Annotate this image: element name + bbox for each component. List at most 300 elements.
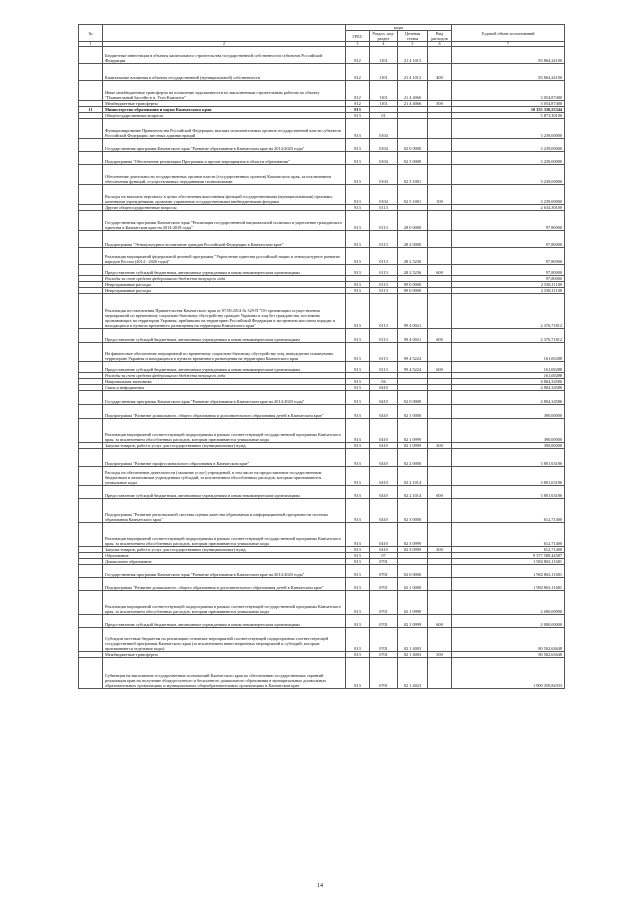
- row-number: [79, 81, 103, 101]
- row-grbs: 813: [346, 165, 370, 185]
- row-sum: 3 239,00000: [452, 139, 565, 152]
- row-vid: 100: [428, 185, 452, 205]
- col-vid-header: Вид расходов: [428, 31, 452, 42]
- row-sum: 1 982 863,11681: [452, 578, 565, 591]
- row-razdel: 07: [370, 553, 398, 559]
- table-row: [79, 591, 565, 615]
- row-name: Подпрограмма "Развитие региональной системы оценки качества образования и информационной прозрачности системы образования Камчатского края": [103, 499, 346, 523]
- row-grbs: 813: [346, 139, 370, 152]
- row-sum: 10 355 330,55344: [452, 107, 565, 113]
- row-razdel: 0113: [370, 211, 398, 231]
- row-name: Расходы на обеспечение деятельности (оказание услуг) учреждений, в том числе на предоставление государственным бюджетным и автономным учреждениям субсидий, за исключением обособленных расходов, которым присваиваются уникальные коды: [103, 467, 346, 486]
- row-sum: 3 239,00000: [452, 119, 565, 139]
- row-sum: 83 864,24100: [452, 47, 565, 64]
- row-name: Национальная экономика: [103, 379, 346, 385]
- row-vid: 500: [428, 652, 452, 658]
- row-celevaya: 99 4 0021: [398, 294, 428, 329]
- row-vid: [428, 119, 452, 139]
- table-row: [79, 139, 565, 152]
- table-row: [79, 265, 565, 276]
- table-row: [79, 64, 565, 81]
- row-number: [79, 139, 103, 152]
- row-razdel: 0701: [370, 591, 398, 615]
- row-razdel: 0113: [370, 329, 398, 343]
- row-number: 11: [79, 107, 103, 113]
- table-row: [79, 329, 565, 343]
- row-number: [79, 165, 103, 185]
- table-row: [79, 211, 565, 231]
- row-sum: 97,80000: [452, 265, 565, 276]
- row-grbs: 813: [346, 486, 370, 499]
- row-vid: [428, 523, 452, 547]
- row-grbs: 813: [346, 405, 370, 419]
- row-vid: [428, 248, 452, 265]
- col-sum-header: Годовой объем ассигнований: [452, 25, 565, 42]
- table-row: [79, 523, 565, 547]
- col-number: 1: [79, 42, 103, 47]
- row-grbs: 813: [346, 385, 370, 391]
- row-name: На финансовое обеспечение мероприятий по временному социально-бытовому обустройству лиц, вынужденно покинувших территорию Украины и находящихся в пунктах временного размещения на территории Камчатского края: [103, 343, 346, 362]
- row-vid: [428, 405, 452, 419]
- row-grbs: 813: [346, 523, 370, 547]
- row-celevaya: 02 1 0999: [398, 615, 428, 628]
- page-number: 14: [317, 883, 323, 889]
- row-razdel: 0113: [370, 294, 398, 329]
- table-row: [79, 362, 565, 373]
- row-grbs: 813: [346, 294, 370, 329]
- row-celevaya: 28 0 0000: [398, 211, 428, 231]
- row-grbs: 813: [346, 205, 370, 211]
- row-grbs: 813: [346, 419, 370, 443]
- col-number: 6: [428, 42, 452, 47]
- row-name: Государственная программа Камчатского края "Развитие образования в Камчатском крае на 2014-2020 годы": [103, 139, 346, 152]
- col-celevaya-header: Целевая статья: [398, 31, 428, 42]
- row-razdel: 0104: [370, 119, 398, 139]
- row-grbs: 813: [346, 443, 370, 449]
- col-number: 5: [398, 42, 428, 47]
- col-name-header: [103, 25, 346, 42]
- row-vid: 600: [428, 362, 452, 373]
- row-razdel: 0701: [370, 652, 398, 658]
- row-grbs: 812: [346, 81, 370, 101]
- row-celevaya: 28 2 5236: [398, 265, 428, 276]
- row-grbs: 813: [346, 107, 370, 113]
- row-sum: 161,69288: [452, 362, 565, 373]
- row-vid: 200: [428, 547, 452, 553]
- row-vid: [428, 628, 452, 652]
- row-sum: 97,80000: [452, 211, 565, 231]
- row-celevaya: 02 3 0999: [398, 547, 428, 553]
- row-sum: 161,69288: [452, 373, 565, 379]
- row-celevaya: 21 4 4066: [398, 101, 428, 107]
- row-number: [79, 64, 103, 81]
- row-grbs: 813: [346, 578, 370, 591]
- row-sum: 612,71400: [452, 523, 565, 547]
- row-sum: 3 239,00000: [452, 152, 565, 165]
- row-sum: 97,80000: [452, 248, 565, 265]
- row-celevaya: 99 4 5224: [398, 343, 428, 362]
- row-name: Субвенции на выполнение государственных полномочий Камчатского края по обеспечению государственных гарантий реализации прав на получение общедоступного и бесплатного дошкольного образования в муниципальных дошкольных образовательных организациях и муниципальных общеобразовательных организациях в Камчатском крае: [103, 658, 346, 689]
- row-razdel: 0410: [370, 405, 398, 419]
- table-row: [79, 47, 565, 64]
- row-name: Подпрограмма "Развитие профессионального образования в Камчатском крае": [103, 449, 346, 467]
- row-celevaya: 02 1 4003: [398, 652, 428, 658]
- row-sum: 2 000,00000: [452, 615, 565, 628]
- row-celevaya: 21 4 4066: [398, 81, 428, 101]
- row-razdel: 0410: [370, 499, 398, 523]
- row-vid: 600: [428, 329, 452, 343]
- row-name: Государственная программа Камчатского края "Развитие образования в Камчатском крае на 2014-2020 годы": [103, 565, 346, 578]
- row-grbs: 813: [346, 362, 370, 373]
- row-razdel: 0104: [370, 139, 398, 152]
- col-number: 7: [452, 42, 565, 47]
- row-grbs: 813: [346, 248, 370, 265]
- row-number: [79, 578, 103, 591]
- codes-group-header: коды: [346, 25, 452, 31]
- row-sum: 2 376,71812: [452, 294, 565, 329]
- row-number: [79, 362, 103, 373]
- row-vid: [428, 391, 452, 405]
- row-name: Предоставление субсидий бюджетным, автономным учреждениям и иным некоммерческим организациям: [103, 329, 346, 343]
- row-name: Предоставление субсидий бюджетным, автономным учреждениям и иным некоммерческим организациям: [103, 362, 346, 373]
- row-vid: 600: [428, 615, 452, 628]
- row-name: Подпрограмма "Этнокультурное воспитание граждан Российской Федерации в Камчатском крае": [103, 231, 346, 248]
- row-vid: [428, 294, 452, 329]
- row-name: Непрограммные расходы: [103, 288, 346, 294]
- row-number: [79, 231, 103, 248]
- row-celevaya: 02 1 4023: [398, 658, 428, 689]
- row-razdel: 0113: [370, 343, 398, 362]
- row-razdel: 0113: [370, 205, 398, 211]
- row-celevaya: 28 2 5236: [398, 248, 428, 265]
- table-row: [79, 165, 565, 185]
- row-name: Межбюджетные трансферты: [103, 101, 346, 107]
- row-grbs: 813: [346, 559, 370, 565]
- row-sum: 161,69288: [452, 343, 565, 362]
- row-name: Предоставление субсидий бюджетным, автономным учреждениям и иным некоммерческим организациям: [103, 486, 346, 499]
- row-number: [79, 47, 103, 64]
- row-grbs: 813: [346, 565, 370, 578]
- table-row: [79, 499, 565, 523]
- row-number: [79, 467, 103, 486]
- table-row: [79, 81, 565, 101]
- table-row: [79, 486, 565, 499]
- row-vid: 200: [428, 443, 452, 449]
- row-vid: [428, 231, 452, 248]
- row-celevaya: 02 1 0999: [398, 419, 428, 443]
- row-name: Иные межбюджетные трансферты на погашение задолженности по выполненным строительным работам по объекту "Плавательный бассейн в п. Усть-Камчатск": [103, 81, 346, 101]
- row-name: Дошкольное образование: [103, 559, 346, 565]
- row-name: Расходы за счет средств федерального бюджета текущего года: [103, 276, 346, 282]
- row-sum: 390,00000: [452, 405, 565, 419]
- row-grbs: 813: [346, 119, 370, 139]
- row-sum: 97,80000: [452, 276, 565, 282]
- row-razdel: 0113: [370, 282, 398, 288]
- row-name: Бюджетные инвестиции в объекты капитального строительства государственной собственности субъектов Российской Федерации: [103, 47, 346, 64]
- row-number: [79, 119, 103, 139]
- row-grbs: 813: [346, 449, 370, 467]
- row-vid: [428, 449, 452, 467]
- row-razdel: 0410: [370, 486, 398, 499]
- col-number: 3: [346, 42, 370, 47]
- row-name: Реализация мероприятий соответствующей подпрограммы в рамках соответствующей государственной программы Камчатского края, за исключением обособленных расходов, которым присваиваются уникальные коды: [103, 523, 346, 547]
- row-name: Закупка товаров, работ и услуг для государственных (муниципальных) нужд: [103, 547, 346, 553]
- col-razdel-header: Раздел, под-раздел: [370, 31, 398, 42]
- row-number: [79, 565, 103, 578]
- row-grbs: 812: [346, 47, 370, 64]
- row-sum: 3 801,63186: [452, 467, 565, 486]
- row-sum: 80 502,63648: [452, 652, 565, 658]
- row-vid: [428, 467, 452, 486]
- row-razdel: 0701: [370, 565, 398, 578]
- row-celevaya: 02 3 0999: [398, 523, 428, 547]
- row-vid: 600: [428, 486, 452, 499]
- row-celevaya: 02 3 0000: [398, 499, 428, 523]
- row-grbs: 813: [346, 152, 370, 165]
- row-name: Общегосударственные вопросы: [103, 113, 346, 119]
- row-grbs: 813: [346, 547, 370, 553]
- row-grbs: 813: [346, 553, 370, 559]
- row-sum: 4 804,34586: [452, 391, 565, 405]
- row-name: Предоставление субсидий бюджетным, автономным учреждениям и иным некоммерческим организациям: [103, 615, 346, 628]
- table-row: [79, 185, 565, 205]
- row-name: Подпрограмма "Развитие дошкольного, общего образования и дополнительного образования детей в Камчатском крае": [103, 578, 346, 591]
- row-name: Реализация мероприятий соответствующей подпрограммы в рамках соответствующей государственной программы Камчатского края, за исключением обособленных расходов, которым присваиваются уникальные коды: [103, 591, 346, 615]
- col-grbs-header: ГРБС: [346, 31, 370, 42]
- row-grbs: 813: [346, 231, 370, 248]
- row-sum: 1 900 359,82033: [452, 658, 565, 689]
- row-razdel: 0113: [370, 362, 398, 373]
- row-razdel: 0410: [370, 547, 398, 553]
- row-razdel: 0113: [370, 265, 398, 276]
- row-name: Закупка товаров, работ и услуг для государственных (муниципальных) нужд: [103, 443, 346, 449]
- row-grbs: 813: [346, 391, 370, 405]
- row-grbs: 813: [346, 282, 370, 288]
- row-sum: 3 054,87400: [452, 101, 565, 107]
- row-sum: 3 801,63186: [452, 449, 565, 467]
- row-grbs: 813: [346, 265, 370, 276]
- row-razdel: 0113: [370, 288, 398, 294]
- row-name: Предоставление субсидий бюджетным, автономным учреждениям и иным некоммерческим организациям: [103, 265, 346, 276]
- row-name: Капитальные вложения в объекты государственной (муниципальной) собственности: [103, 64, 346, 81]
- row-celevaya: 02 1 0999: [398, 443, 428, 449]
- row-sum: 97,80000: [452, 231, 565, 248]
- row-razdel: 01: [370, 113, 398, 119]
- row-celevaya: 99 0 0000: [398, 282, 428, 288]
- row-vid: 600: [428, 265, 452, 276]
- row-razdel: 0701: [370, 615, 398, 628]
- row-celevaya: 02 2 1014: [398, 486, 428, 499]
- row-number: [79, 486, 103, 499]
- row-name: Образование: [103, 553, 346, 559]
- row-name: Связь и информатика: [103, 385, 346, 391]
- row-sum: 390,00000: [452, 443, 565, 449]
- row-vid: [428, 81, 452, 101]
- row-grbs: 813: [346, 591, 370, 615]
- row-razdel: 0113: [370, 248, 398, 265]
- table-row: [79, 565, 565, 578]
- row-vid: [428, 419, 452, 443]
- row-razdel: 0104: [370, 152, 398, 165]
- row-vid: 500: [428, 101, 452, 107]
- row-razdel: 0104: [370, 165, 398, 185]
- row-name: Реализация мероприятий федеральной целевой программы "Укрепление единства российской нации и этнокультурное развитие народов России (2014 - 2020 годы)": [103, 248, 346, 265]
- row-celevaya: 99 4 0021: [398, 329, 428, 343]
- row-celevaya: 99 0 0000: [398, 288, 428, 294]
- row-razdel: 0701: [370, 658, 398, 689]
- row-name: Расходы на выплаты персоналу в целях обеспечения выполнения функций государственными (муниципальными) органами, казенными учреждениями, органами управления государственными внебюджетными фондами: [103, 185, 346, 205]
- row-vid: [428, 578, 452, 591]
- row-name: Другие общегосударственные вопросы: [103, 205, 346, 211]
- row-grbs: 813: [346, 185, 370, 205]
- row-razdel: 0104: [370, 185, 398, 205]
- row-number: [79, 329, 103, 343]
- row-number: [79, 185, 103, 205]
- row-number: [79, 615, 103, 628]
- row-number: [79, 499, 103, 523]
- col-no-header: №: [79, 25, 103, 42]
- row-sum: 80 502,63648: [452, 628, 565, 652]
- row-number: [79, 405, 103, 419]
- table-row: [79, 343, 565, 362]
- row-grbs: 813: [346, 628, 370, 652]
- budget-table: [78, 24, 565, 689]
- row-razdel: 1101: [370, 81, 398, 101]
- row-name: Обеспечение деятельности государственных органов власти (государственных органов) Камчатского края, за исключением обеспечения функций, осуществляемых переданными полномочиями: [103, 165, 346, 185]
- row-vid: [428, 343, 452, 362]
- row-razdel: 04: [370, 379, 398, 385]
- row-celevaya: 21 4 1013: [398, 47, 428, 64]
- row-vid: [428, 658, 452, 689]
- table-row: [79, 294, 565, 329]
- row-name: Расходы за счет средств федерального бюджета текущего года: [103, 373, 346, 379]
- row-celevaya: 02 0 0000: [398, 565, 428, 578]
- row-razdel: 0701: [370, 578, 398, 591]
- row-grbs: 813: [346, 211, 370, 231]
- row-grbs: 813: [346, 329, 370, 343]
- table-body: [79, 47, 565, 689]
- row-grbs: 812: [346, 64, 370, 81]
- row-sum: 3 801,63186: [452, 486, 565, 499]
- row-celevaya: 99 4 5224: [398, 362, 428, 373]
- row-celevaya: 02 1 0000: [398, 578, 428, 591]
- row-razdel: 0410: [370, 419, 398, 443]
- row-razdel: 0410: [370, 385, 398, 391]
- row-number: [79, 419, 103, 443]
- row-sum: 2 538,11100: [452, 282, 565, 288]
- row-celevaya: 02 0 0000: [398, 391, 428, 405]
- row-celevaya: 28 2 0000: [398, 231, 428, 248]
- col-number: 2: [103, 42, 346, 47]
- table-row: [79, 152, 565, 165]
- row-name: Функционирование Правительства Российской Федерации, высших исполнительных органов государственной власти субъектов Российской Федерации, местных администраций: [103, 119, 346, 139]
- row-number: [79, 152, 103, 165]
- row-celevaya: 02 5 1001: [398, 165, 428, 185]
- row-razdel: 0701: [370, 628, 398, 652]
- row-celevaya: [398, 119, 428, 139]
- row-vid: [428, 499, 452, 523]
- table-row: [79, 419, 565, 443]
- row-name: Реализация постановления Правительства Камчатского края от 07.08.2014 № 329-П "Об организации осуществления мероприятий по временному социально-бытовому обустройству граждан Украины и лиц без гражданства, постоянно проживающих на территории Украины, прибывших на территорию Российской Федерации в экстренном массовом порядке и находящихся в пунктах временного размещения на территории Камчатского края": [103, 294, 346, 329]
- table-row: [79, 231, 565, 248]
- row-razdel: 0410: [370, 523, 398, 547]
- row-razdel: 0410: [370, 449, 398, 467]
- row-grbs: 813: [346, 615, 370, 628]
- row-sum: 612,71400: [452, 499, 565, 523]
- table-row: [79, 391, 565, 405]
- row-razdel: 1101: [370, 101, 398, 107]
- row-name: Министерство образования и науки Камчатского края: [103, 107, 346, 113]
- row-sum: 612,71400: [452, 547, 565, 553]
- row-sum: 2 538,11100: [452, 288, 565, 294]
- row-grbs: 813: [346, 379, 370, 385]
- row-sum: 4 804,34586: [452, 385, 565, 391]
- row-vid: [428, 165, 452, 185]
- row-celevaya: 02 1 4003: [398, 628, 428, 652]
- row-sum: 1 982 863,11681: [452, 565, 565, 578]
- table-row: [79, 658, 565, 689]
- row-celevaya: 02 5 0000: [398, 152, 428, 165]
- row-number: [79, 523, 103, 547]
- row-sum: 9 377 588,44587: [452, 553, 565, 559]
- row-grbs: 813: [346, 113, 370, 119]
- row-sum: 4 804,34586: [452, 379, 565, 385]
- row-grbs: 813: [346, 652, 370, 658]
- row-celevaya: 02 5 1001: [398, 185, 428, 205]
- row-grbs: 813: [346, 499, 370, 523]
- row-vid: [428, 565, 452, 578]
- row-celevaya: 21 4 1013: [398, 64, 428, 81]
- row-sum: 3 239,00000: [452, 185, 565, 205]
- table-row: [79, 248, 565, 265]
- table-row: [79, 578, 565, 591]
- row-grbs: 813: [346, 467, 370, 486]
- row-name: Межбюджетные трансферты: [103, 652, 346, 658]
- row-number: [79, 591, 103, 615]
- row-sum: 83 864,24100: [452, 64, 565, 81]
- row-sum: 2 000,00000: [452, 591, 565, 615]
- row-razdel: 0410: [370, 391, 398, 405]
- row-number: [79, 628, 103, 652]
- row-number: [79, 211, 103, 231]
- row-sum: 2 634,30100: [452, 205, 565, 211]
- row-name: Подпрограмма "Развитие дошкольного, общего образования и дополнительного образования детей в Камчатском крае": [103, 405, 346, 419]
- row-vid: [428, 591, 452, 615]
- row-grbs: 813: [346, 658, 370, 689]
- row-number: [79, 294, 103, 329]
- row-vid: 400: [428, 64, 452, 81]
- document-page: [78, 24, 564, 689]
- row-number: [79, 248, 103, 265]
- row-celevaya: 02 0 0000: [398, 139, 428, 152]
- row-vid: [428, 139, 452, 152]
- table-row: [79, 449, 565, 467]
- row-sum: 1 982 863,11681: [452, 559, 565, 565]
- row-grbs: 812: [346, 101, 370, 107]
- row-sum: 3 054,87400: [452, 81, 565, 101]
- row-razdel: 0113: [370, 231, 398, 248]
- row-name: Государственная программа Камчатского края "Реализация государственной национальной политики и укрепление гражданского единства в Камчатском крае на 2014-2018 годы": [103, 211, 346, 231]
- row-name: Непрограммные расходы: [103, 282, 346, 288]
- table-row: [79, 628, 565, 652]
- row-vid: [428, 152, 452, 165]
- row-razdel: 1101: [370, 47, 398, 64]
- row-number: [79, 449, 103, 467]
- row-number: [79, 265, 103, 276]
- row-vid: [428, 47, 452, 64]
- row-grbs: 813: [346, 288, 370, 294]
- row-number: [79, 658, 103, 689]
